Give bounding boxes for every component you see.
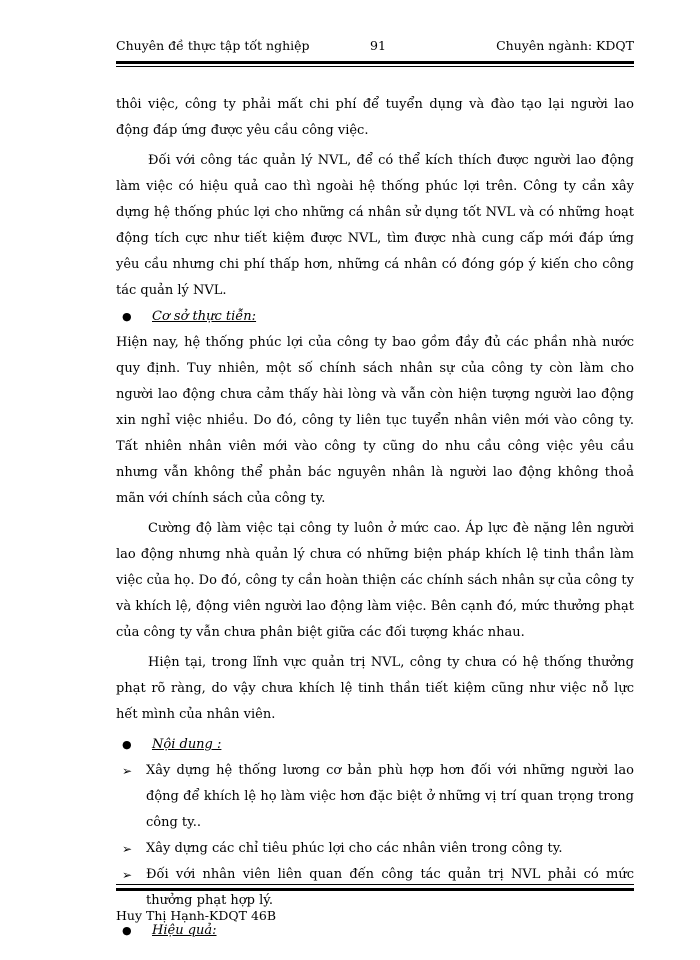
page-number: 91 xyxy=(370,38,386,53)
header-major: Chuyên ngành: KDQT xyxy=(496,38,634,53)
list-item-text: Xây dựng các chỉ tiêu phúc lợi cho các nhân viên trong công ty. xyxy=(146,841,563,856)
arrow-bullet-icon: ➢ xyxy=(122,764,133,778)
paragraph: Đối với công tác quản lý NVL, để có thể kích thích được người lao động làm việc có hiệu quả cao thì ngoài hệ thống phúc lợi trên. Công ty cần xây dựng hệ thống phúc lợi cho những cá nhân sử dụng tốt NVL và có những hoạt động tích cực như tiết kiệm được NVL, tìm được nhà cung cấp mới đáp ứng yêu cầu nhưng chi phí thấp hơn, những cá nhân có đóng góp ý kiến cho công tác quản lý NVL. xyxy=(116,153,634,298)
page-header xyxy=(116,34,634,60)
bullet-icon: ● xyxy=(122,310,132,323)
list-item-text: Xây dựng hệ thống lương cơ bản phù hợp hơn đối với những người lao động để khích lệ họ làm việc hơn đặc biệt ở những vị trí quan trọng trong công ty.. xyxy=(146,763,634,830)
paragraph: Hiện nay, hệ thống phúc lợi của công ty bao gồm đầy đủ các phần nhà nước quy định. Tuy nhiên, một số chính sách nhân sự của công ty còn làm cho người lao động chưa cảm thấy hài lòng và vẫn còn hiện tượng người lao động xin nghỉ việc nhiều. Do đó, công ty liên tục tuyển nhân viên mới vào công ty. Tất nhiên nhân viên mới vào công ty cũng do nhu cầu công việc yêu cầu nhưng vẫn không thể phản bác nguyên nhân là người lao động không thoả mãn với chính sách của công ty. xyxy=(116,335,634,506)
arrow-bullet-icon: ➢ xyxy=(122,868,133,882)
header-rule-thin xyxy=(116,66,634,67)
bullet-label: Nội dung : xyxy=(152,737,222,752)
bullet-label: Cơ sở thực tiễn: xyxy=(152,309,257,324)
footer-rule-thin xyxy=(116,884,634,885)
header-document-title: Chuyên đề thực tập tốt nghiệp xyxy=(116,38,310,53)
list-item-text: Đối với nhân viên liên quan đến công tác quản trị NVL phải có mức thưởng phạt hợp lý. xyxy=(146,867,634,908)
page-body xyxy=(116,92,634,944)
list-item xyxy=(116,836,634,862)
bullet-icon: ● xyxy=(122,738,132,751)
page-footer: Huy Thị Hạnh-KDQT 46B xyxy=(116,908,277,923)
bullet-icon: ● xyxy=(122,924,132,937)
footer-rule-thick xyxy=(116,888,634,891)
paragraph: Cường độ làm việc tại công ty luôn ở mức cao. Áp lực đè nặng lên người lao động nhưng nhà quản lý chưa có những biện pháp khích lệ tinh thần làm việc của họ. Do đó, công ty cần hoàn thiện các chính sách nhân sự của công ty và khích lệ, động viên người lao động làm việc. Bên cạnh đó, mức thưởng phạt của công ty vẫn chưa phân biệt giữa các đối tượng khác nhau. xyxy=(116,521,634,640)
arrow-bullet-icon: ➢ xyxy=(122,842,133,856)
header-rule-thick xyxy=(116,61,634,64)
paragraph: thôi việc, công ty phải mất chi phí để tuyển dụng và đào tạo lại người lao động đáp ứng được yêu cầu công việc. xyxy=(116,97,634,138)
paragraph: Hiện tại, trong lĩnh vực quản trị NVL, công ty chưa có hệ thống thưởng phạt rõ ràng, do vậy chưa khích lệ tinh thần tiết kiệm cũng như việc nỗ lực hết mình của nhân viên. xyxy=(116,655,634,722)
bullet-heading-co-so-thuc-tien xyxy=(116,304,634,330)
list-item xyxy=(116,758,634,836)
bullet-label: Hiệu quả: xyxy=(152,923,217,938)
bullet-heading-noi-dung xyxy=(116,732,634,758)
